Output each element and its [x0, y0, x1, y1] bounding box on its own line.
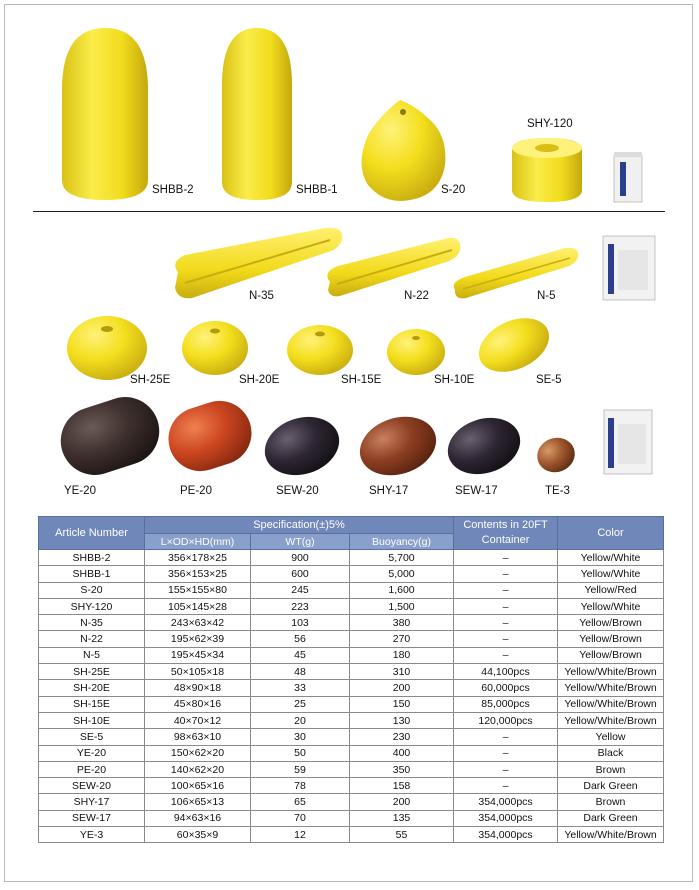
cell-buoy: 135: [350, 810, 454, 826]
header-article-number: Article Number: [39, 517, 145, 550]
float-pe20: [160, 393, 260, 480]
float-sh10e: [387, 329, 445, 375]
float-n35: [175, 228, 342, 299]
cell-color: Dark Green: [558, 810, 664, 826]
cell-dims: 155×155×80: [145, 582, 251, 598]
float-shy120: [512, 138, 582, 202]
cell-article: SHBB-1: [39, 566, 145, 582]
table-row: [39, 631, 664, 647]
cell-article: SE-5: [39, 729, 145, 745]
cell-contents: 44,100pcs: [454, 664, 558, 680]
cell-dims: 40×70×12: [145, 712, 251, 728]
cell-wt: 78: [251, 778, 350, 794]
cell-wt: 12: [251, 827, 350, 843]
cell-contents: 354,000pcs: [454, 827, 558, 843]
cell-buoy: 150: [350, 696, 454, 712]
cell-color: Yellow: [558, 729, 664, 745]
packaging-box-small: [614, 152, 642, 202]
header-buoyancy: Buoyancy(g): [350, 534, 454, 550]
table-row: [39, 598, 664, 614]
cell-article: PE-20: [39, 761, 145, 777]
header-contents: Contents in 20FT Container: [454, 517, 558, 550]
cell-contents: –: [454, 582, 558, 598]
cell-color: Yellow/White/Brown: [558, 827, 664, 843]
cell-wt: 103: [251, 615, 350, 631]
cell-buoy: 230: [350, 729, 454, 745]
label-shbb1: SHBB-1: [296, 184, 338, 196]
cell-contents: 60,000pcs: [454, 680, 558, 696]
float-shbb1: [222, 28, 292, 200]
cell-dims: 94×63×16: [145, 810, 251, 826]
cell-color: Black: [558, 745, 664, 761]
cell-color: Yellow/White/Brown: [558, 696, 664, 712]
spec-table: [38, 516, 664, 843]
cell-buoy: 400: [350, 745, 454, 761]
packaging-box-large: [603, 236, 655, 300]
label-s20: S-20: [441, 184, 466, 196]
cell-article: SHBB-2: [39, 550, 145, 566]
cell-dims: 356×153×25: [145, 566, 251, 582]
cell-buoy: 55: [350, 827, 454, 843]
float-shy17: [352, 407, 443, 484]
cell-buoy: 158: [350, 778, 454, 794]
cell-wt: 56: [251, 631, 350, 647]
cell-wt: 20: [251, 712, 350, 728]
cell-contents: –: [454, 761, 558, 777]
cell-dims: 98×63×10: [145, 729, 251, 745]
cell-color: Yellow/Red: [558, 582, 664, 598]
cell-article: SH-25E: [39, 664, 145, 680]
cell-wt: 900: [251, 550, 350, 566]
table-row: [39, 745, 664, 761]
cell-buoy: 270: [350, 631, 454, 647]
header-color: Color: [558, 517, 664, 550]
float-n5: [454, 248, 578, 299]
cell-article: N-5: [39, 647, 145, 663]
table-row: [39, 550, 664, 566]
table-row: [39, 647, 664, 663]
cell-wt: 65: [251, 794, 350, 810]
header-specification: Specification(±)5%: [145, 517, 454, 534]
cell-article: SH-20E: [39, 680, 145, 696]
cell-wt: 45: [251, 647, 350, 663]
cell-wt: 223: [251, 598, 350, 614]
header-dimensions: L×OD×HD(mm): [145, 534, 251, 550]
cell-buoy: 200: [350, 794, 454, 810]
packaging-box-right: [604, 410, 652, 474]
label-shbb2: SHBB-2: [152, 184, 194, 196]
cell-buoy: 310: [350, 664, 454, 680]
cell-wt: 48: [251, 664, 350, 680]
divider: [33, 211, 665, 212]
cell-wt: 600: [251, 566, 350, 582]
float-sh15e: [287, 325, 353, 375]
label-shy120: SHY-120: [527, 118, 573, 130]
cell-contents: –: [454, 729, 558, 745]
float-se5: [470, 308, 557, 383]
cell-wt: 33: [251, 680, 350, 696]
float-sh20e: [182, 321, 248, 375]
float-n22: [327, 238, 460, 297]
cell-wt: 59: [251, 761, 350, 777]
cell-dims: 60×35×9: [145, 827, 251, 843]
cell-article: YE-20: [39, 745, 145, 761]
label-sh15e: SH-15E: [341, 374, 382, 386]
table-row: [39, 729, 664, 745]
float-sew17: [440, 409, 527, 483]
label-shy17: SHY-17: [369, 485, 409, 497]
cell-article: SEW-20: [39, 778, 145, 794]
cell-buoy: 5,000: [350, 566, 454, 582]
cell-buoy: 1,500: [350, 598, 454, 614]
cell-article: SH-10E: [39, 712, 145, 728]
cell-article: SHY-120: [39, 598, 145, 614]
cell-color: Brown: [558, 761, 664, 777]
table-row: [39, 778, 664, 794]
cell-buoy: 200: [350, 680, 454, 696]
cell-contents: –: [454, 598, 558, 614]
table-row: [39, 810, 664, 826]
cell-contents: 120,000pcs: [454, 712, 558, 728]
label-sh10e: SH-10E: [434, 374, 475, 386]
table-row: [39, 712, 664, 728]
cell-contents: –: [454, 745, 558, 761]
table-row: [39, 566, 664, 582]
label-te3: TE-3: [545, 485, 570, 497]
cell-dims: 195×45×34: [145, 647, 251, 663]
cell-contents: 354,000pcs: [454, 794, 558, 810]
float-sew20: [257, 408, 347, 485]
float-te3: [532, 433, 579, 478]
cell-color: Brown: [558, 794, 664, 810]
cell-buoy: 5,700: [350, 550, 454, 566]
cell-contents: –: [454, 566, 558, 582]
cell-dims: 105×145×28: [145, 598, 251, 614]
cell-article: S-20: [39, 582, 145, 598]
cell-dims: 356×178×25: [145, 550, 251, 566]
cell-contents: 354,000pcs: [454, 810, 558, 826]
label-pe20: PE-20: [180, 485, 212, 497]
table-row: [39, 615, 664, 631]
label-sh25e: SH-25E: [130, 374, 171, 386]
table-row: [39, 696, 664, 712]
spec-table-body: [39, 550, 664, 843]
cell-color: Yellow/White/Brown: [558, 712, 664, 728]
label-n22: N-22: [404, 290, 429, 302]
cell-wt: 245: [251, 582, 350, 598]
cell-contents: –: [454, 647, 558, 663]
cell-contents: –: [454, 550, 558, 566]
float-ye20: [52, 388, 168, 484]
label-n35: N-35: [249, 290, 274, 302]
cell-color: Yellow/White/Brown: [558, 680, 664, 696]
cell-buoy: 1,600: [350, 582, 454, 598]
cell-dims: 243×63×42: [145, 615, 251, 631]
cell-color: Yellow/White: [558, 566, 664, 582]
cell-color: Yellow/Brown: [558, 631, 664, 647]
cell-contents: –: [454, 631, 558, 647]
label-sew20: SEW-20: [276, 485, 319, 497]
cell-color: Yellow/Brown: [558, 647, 664, 663]
cell-dims: 150×62×20: [145, 745, 251, 761]
cell-dims: 50×105×18: [145, 664, 251, 680]
float-shbb2: [62, 28, 148, 200]
cell-dims: 140×62×20: [145, 761, 251, 777]
cell-color: Yellow/White: [558, 598, 664, 614]
cell-buoy: 350: [350, 761, 454, 777]
cell-contents: 85,000pcs: [454, 696, 558, 712]
table-row: [39, 761, 664, 777]
label-se5: SE-5: [536, 374, 562, 386]
cell-dims: 106×65×13: [145, 794, 251, 810]
cell-article: N-35: [39, 615, 145, 631]
cell-article: YE-3: [39, 827, 145, 843]
table-row: [39, 794, 664, 810]
cell-color: Yellow/White: [558, 550, 664, 566]
label-ye20: YE-20: [64, 485, 96, 497]
float-sh25e: [67, 316, 147, 380]
cell-article: SEW-17: [39, 810, 145, 826]
label-sew17: SEW-17: [455, 485, 498, 497]
float-s20: [362, 100, 446, 201]
label-n5: N-5: [537, 290, 556, 302]
table-row: [39, 680, 664, 696]
cell-contents: –: [454, 615, 558, 631]
cell-wt: 25: [251, 696, 350, 712]
cell-buoy: 130: [350, 712, 454, 728]
cell-dims: 45×80×16: [145, 696, 251, 712]
cell-buoy: 180: [350, 647, 454, 663]
header-weight: WT(g): [251, 534, 350, 550]
cell-article: N-22: [39, 631, 145, 647]
table-row: [39, 827, 664, 843]
cell-dims: 195×62×39: [145, 631, 251, 647]
label-sh20e: SH-20E: [239, 374, 280, 386]
cell-article: SHY-17: [39, 794, 145, 810]
cell-wt: 70: [251, 810, 350, 826]
cell-dims: 48×90×18: [145, 680, 251, 696]
cell-wt: 50: [251, 745, 350, 761]
cell-contents: –: [454, 778, 558, 794]
cell-article: SH-15E: [39, 696, 145, 712]
table-row: [39, 664, 664, 680]
cell-color: Dark Green: [558, 778, 664, 794]
cell-buoy: 380: [350, 615, 454, 631]
cell-color: Yellow/White/Brown: [558, 664, 664, 680]
table-row: [39, 582, 664, 598]
cell-color: Yellow/Brown: [558, 615, 664, 631]
cell-dims: 100×65×16: [145, 778, 251, 794]
cell-wt: 30: [251, 729, 350, 745]
